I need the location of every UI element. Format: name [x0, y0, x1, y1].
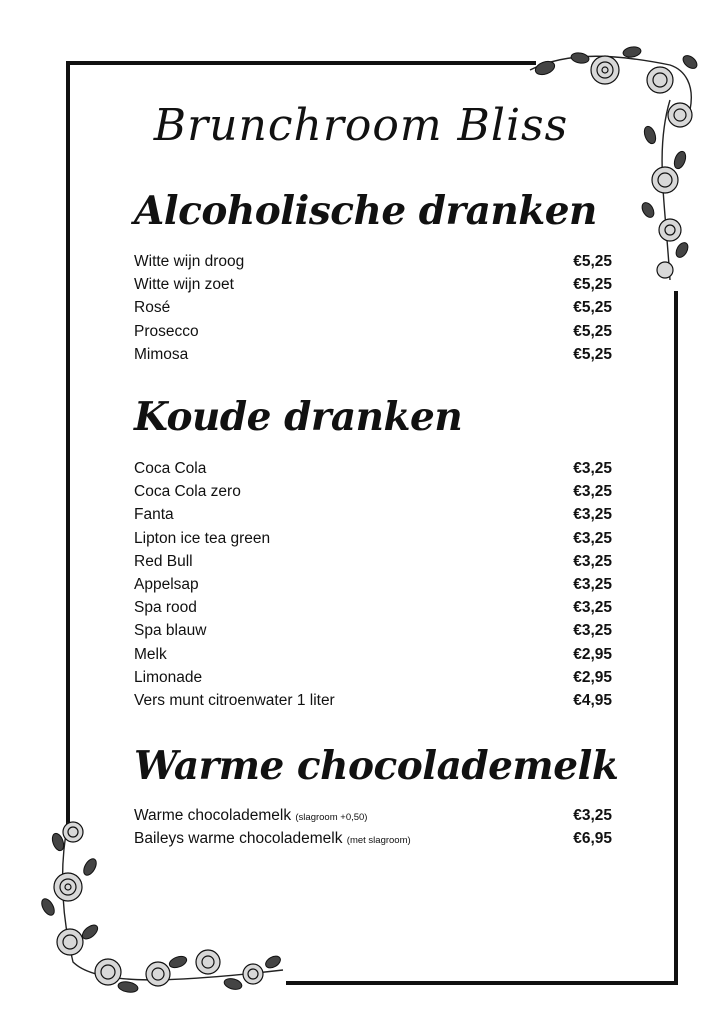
- menu-item: [134, 573, 612, 596]
- menu-item: [134, 273, 612, 296]
- frame-left-border: [66, 61, 70, 831]
- item-price: €3,25: [573, 575, 612, 593]
- item-name: [134, 804, 367, 829]
- item-price: €5,25: [573, 299, 612, 317]
- section-heading-koude-dranken: Koude dranken: [134, 394, 463, 440]
- item-price: €3,25: [573, 529, 612, 547]
- section-items-alcoholische-dranken: [134, 250, 612, 366]
- menu-item: [134, 343, 612, 366]
- item-name: Spa rood: [134, 599, 197, 617]
- item-name: Rosé: [134, 299, 171, 317]
- item-name: Prosecco: [134, 322, 199, 340]
- item-price: €2,95: [573, 645, 612, 663]
- menu-item: [134, 619, 612, 642]
- item-name: Lipton ice tea green: [134, 529, 271, 547]
- item-name: Mimosa: [134, 345, 189, 363]
- item-name: [134, 827, 411, 852]
- menu-title: Brunchroom Bliss: [153, 100, 569, 151]
- item-price: €3,25: [573, 807, 612, 824]
- menu-item: [134, 550, 612, 573]
- frame-top-border: [66, 61, 536, 65]
- item-name-text: Warme chocolademelk: [134, 807, 292, 824]
- item-price: €2,95: [573, 668, 612, 686]
- item-name-text: Baileys warme chocolademelk: [134, 830, 343, 848]
- item-price: €5,25: [573, 276, 612, 294]
- menu-item: [134, 689, 612, 712]
- section-heading-alcoholische-dranken: Alcoholische dranken: [134, 188, 597, 234]
- frame-right-border: [674, 291, 678, 985]
- section-items-koude-dranken: [134, 457, 612, 712]
- item-name: Melk: [134, 645, 167, 663]
- item-name: Red Bull: [134, 552, 193, 570]
- menu-item: [134, 666, 612, 689]
- menu-item: [134, 827, 612, 850]
- item-name: Coca Cola zero: [134, 483, 241, 501]
- section-items-warme-chocolademelk: [134, 804, 612, 850]
- item-name: Coca Cola: [134, 460, 207, 477]
- item-price: €3,25: [573, 552, 612, 570]
- item-price: €5,25: [573, 253, 612, 270]
- item-price: €3,25: [573, 483, 612, 501]
- item-name: Limonade: [134, 668, 203, 686]
- menu-item: [134, 296, 612, 319]
- item-name: Witte wijn droog: [134, 253, 245, 270]
- item-price: €5,25: [573, 322, 612, 340]
- menu-item: [134, 643, 612, 666]
- item-name: Vers munt citroenwater 1 liter: [134, 691, 335, 709]
- menu-item: [134, 596, 612, 619]
- section-heading-warme-chocolademelk: Warme chocolademelk: [134, 743, 619, 789]
- menu-item: [134, 480, 612, 503]
- item-price: €6,95: [573, 830, 612, 848]
- item-price: €3,25: [573, 599, 612, 617]
- item-price: €5,25: [573, 345, 612, 363]
- item-name: Spa blauw: [134, 622, 207, 640]
- menu-item: [134, 457, 612, 480]
- menu-item: [134, 320, 612, 343]
- frame-bottom-border: [286, 981, 678, 985]
- menu-item: [134, 527, 612, 550]
- item-name: Witte wijn zoet: [134, 276, 234, 294]
- item-price: €3,25: [573, 622, 612, 640]
- menu-item: [134, 250, 612, 273]
- item-price: €3,25: [573, 460, 612, 477]
- item-name: Fanta: [134, 506, 174, 524]
- item-name: Appelsap: [134, 575, 199, 593]
- item-note: (met slagroom): [346, 835, 411, 847]
- menu-item: [134, 804, 612, 827]
- menu-item: [134, 503, 612, 526]
- item-price: €4,95: [573, 691, 612, 709]
- item-price: €3,25: [573, 506, 612, 524]
- item-note: (slagroom +0,50): [295, 812, 368, 823]
